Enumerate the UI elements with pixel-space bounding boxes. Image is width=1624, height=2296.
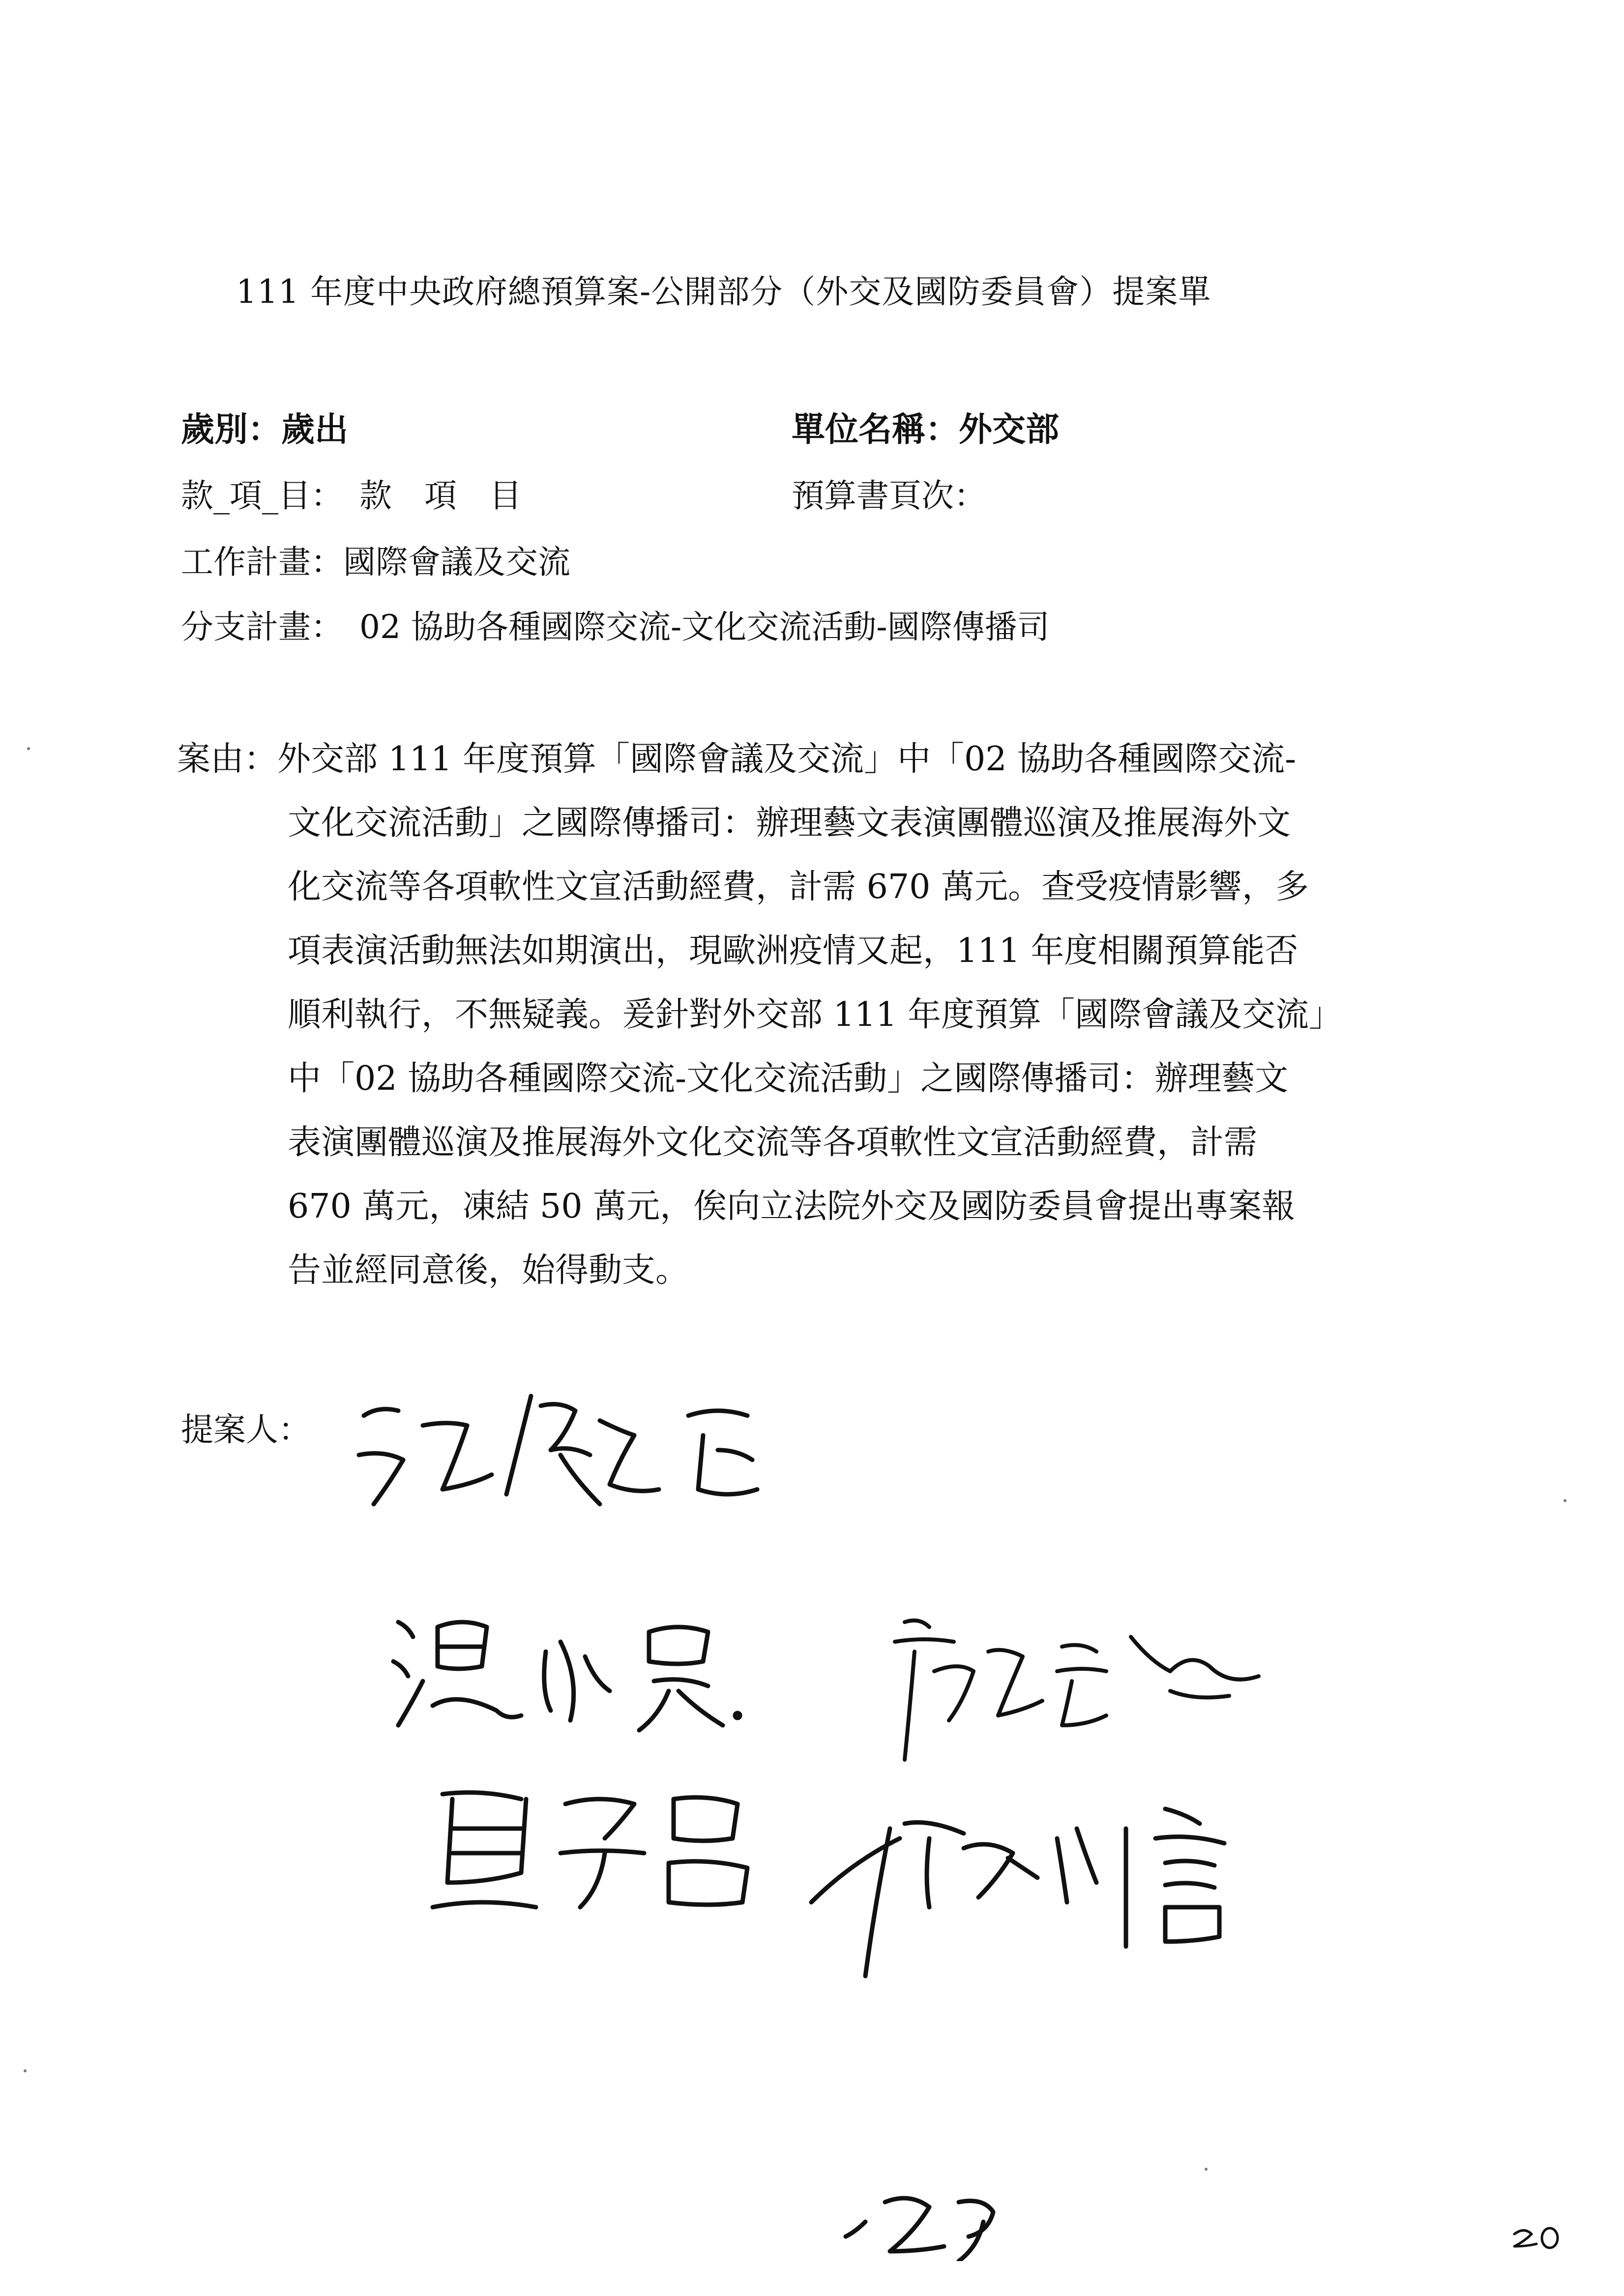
reason-paragraph: [177, 727, 1480, 1303]
reason-line: 順利執行，不無疑義。爰針對外交部 111 年度預算「國際會議及交流」: [288, 995, 1343, 1034]
sub-plan: 分支計畫： 02 協助各種國際交流-文化交流活動-國際傳播司: [181, 608, 1050, 646]
unit-name: 單位名稱：外交部: [792, 410, 1060, 449]
budget-page-ref: 預算書頁次：: [792, 477, 986, 515]
reason-line: 案由：外交部 111 年度預算「國際會議及交流」中「02 協助各種國際交流-: [177, 740, 1297, 779]
signature-5: [801, 1779, 1283, 1986]
scan-speck: [27, 747, 30, 750]
scan-speck: [1205, 2168, 1208, 2171]
work-plan: 工作計畫：國際會議及交流: [181, 543, 570, 581]
reason-line: 文化交流活動」之國際傳播司：辦理藝文表演團體巡演及推展海外文: [288, 804, 1291, 843]
reason-line: 告並經同意後，始得動支。: [288, 1251, 689, 1290]
reason-line: 670 萬元，凍結 50 萬元，俟向立法院外交及國防委員會提出專案報: [288, 1187, 1296, 1226]
reason-line: 化交流等各項軟性文宣活動經費，計需 670 萬元。查受疫情影響，多: [288, 868, 1309, 906]
signature-2: [384, 1593, 816, 1740]
signature-1: [344, 1376, 836, 1524]
reason-line: 項表演活動無法如期演出，現歐洲疫情又起，111 年度相關預算能否: [288, 931, 1299, 970]
budget-item: 款_項_目： 款 項 目: [181, 477, 522, 515]
handwritten-page-number: [836, 2182, 1003, 2261]
scan-speck: [24, 2069, 27, 2072]
reason-line: 表演團體巡演及推展海外文化交流等各項軟性文宣活動經費，計需: [288, 1123, 1258, 1162]
proposer-label: 提案人：: [181, 1411, 311, 1449]
signature-4: [423, 1770, 797, 1927]
form-title: 111 年度中央政府總預算案-公開部分（外交及國防委員會）提案單: [236, 273, 1211, 311]
budget-category: 歲別：歲出: [181, 410, 349, 449]
corner-mark: [1509, 2219, 1564, 2254]
signature-3: [875, 1593, 1278, 1770]
reason-line: 中「02 協助各種國際交流-文化交流活動」之國際傳播司：辦理藝文: [288, 1059, 1289, 1098]
scan-speck: [1564, 1499, 1566, 1502]
